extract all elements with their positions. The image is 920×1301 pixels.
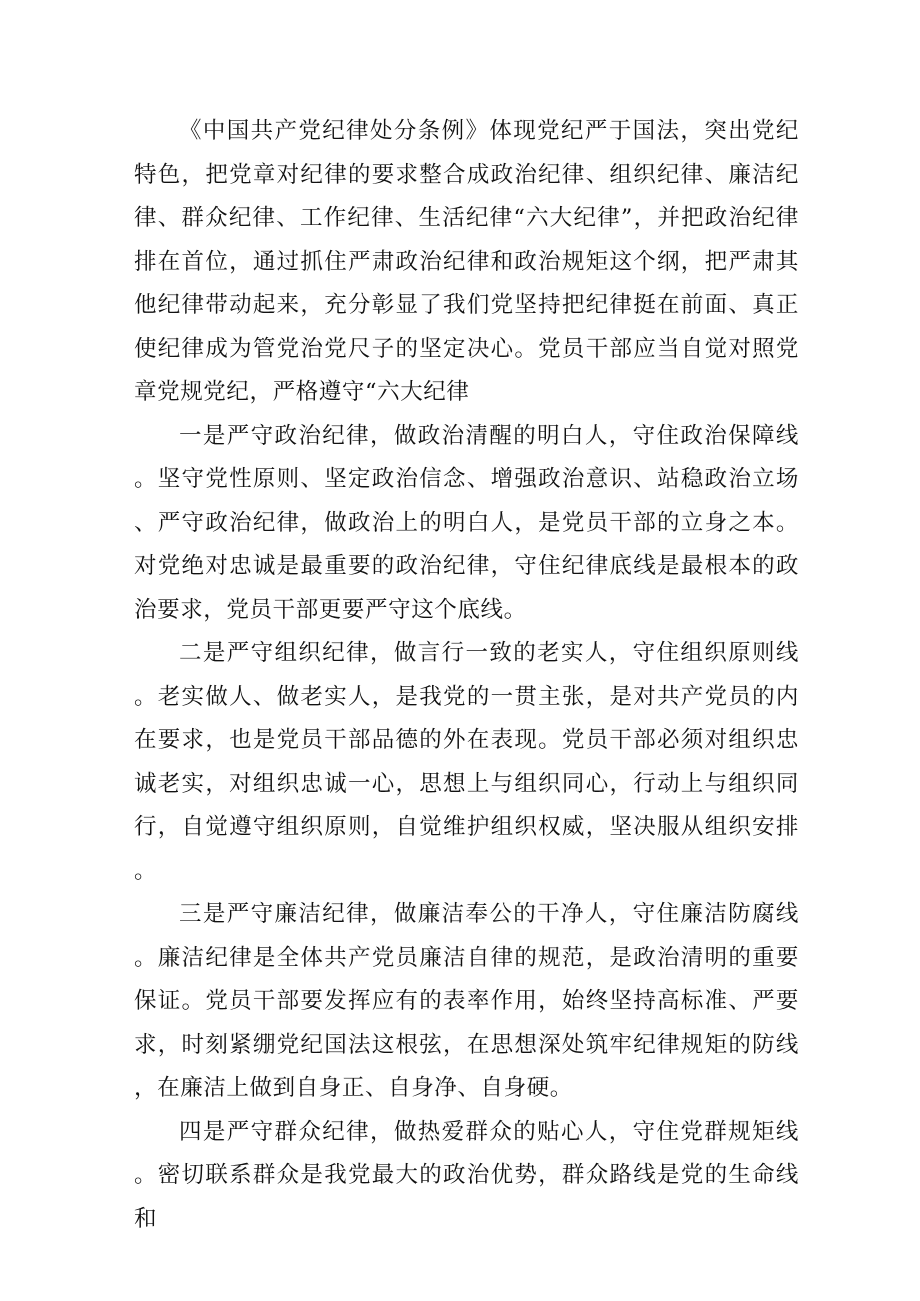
body-text <box>134 110 799 1241</box>
paragraph-organizational-discipline: 二是严守组织纪律，做言行一致的老实人，守住组织原则线。老实做人、做老实人，是我党的一贯主张，是对共产党员的内在要求，也是党员干部品德的外在表现。党员干部必须对组织忠诚老实，对组织忠诚一心，思想上与组织同心，行动上与组织同行，自觉遵守组织原则，自觉维护组织权威，坚决服从组织安排。 <box>134 640 799 884</box>
paragraph-integrity-discipline: 三是严守廉洁纪律，做廉洁奉公的干净人，守住廉洁防腐线。廉洁纪律是全体共产党员廉洁自律的规范，是政治清明的重要保证。党员干部要发挥应有的表率作用，始终坚持高标准、严要求，时刻紧绷党纪国法这根弦，在思想深处筑牢纪律规矩的防线，在廉洁上做到自身正、自身净、自身硬。 <box>134 901 799 1101</box>
paragraph-intro: 《中国共产党纪律处分条例》体现党纪严于国法，突出党纪特色，把党章对纪律的要求整合成政治纪律、组织纪律、廉洁纪律、群众纪律、工作纪律、生活纪律“六大纪律”，并把政治纪律排在首位，通过抓住严肃政治纪律和政治规矩这个纲，把严肃其他纪律带动起来，充分彰显了我们党坚持把纪律挺在前面、真正使纪律成为管党治党尺子的坚定决心。党员干部应当自觉对照党章党规党纪，严格遵守“六大纪律 <box>134 118 799 405</box>
paragraph-political-discipline: 一是严守政治纪律，做政治清醒的明白人，守住政治保障线。坚守党性原则、坚定政治信念、增强政治意识、站稳政治立场、严守政治纪律，做政治上的明白人，是党员干部的立身之本。对党绝对忠诚是最重要的政治纪律，守住纪律底线是最根本的政治要求，党员干部更要严守这个底线。 <box>134 422 799 623</box>
paragraph-mass-discipline: 四是严守群众纪律，做热爱群众的贴心人，守住党群规矩线。密切联系群众是我党最大的政治优势，群众路线是党的生命线和 <box>134 1118 799 1232</box>
